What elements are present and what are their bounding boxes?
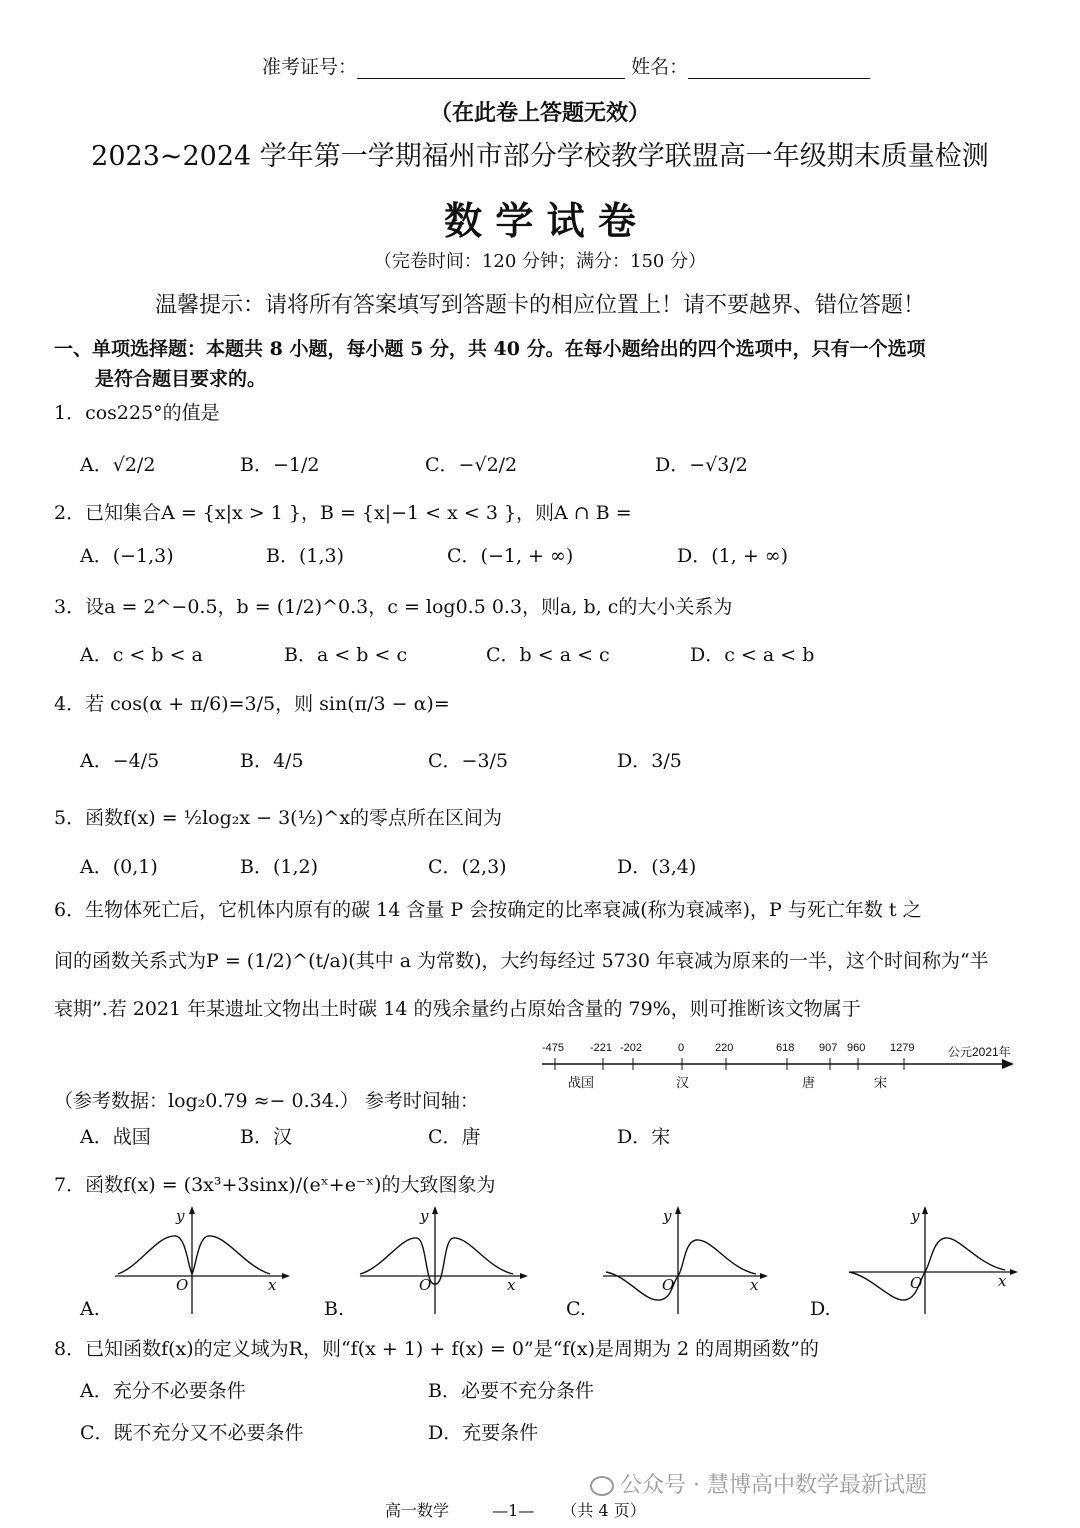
q7-graph-c <box>598 1206 773 1316</box>
q8-stem: 8．已知函数f(x)的定义域为R，则“f(x + 1) + f(x) = 0”是“f(x)是周期为 2 的周期函数”的 <box>54 1338 819 1360</box>
q4-option-d: D．3/5 <box>617 750 682 772</box>
q4-stem: 4．若 cos(α + π/6)=3/5，则 sin(π/3 − α)= <box>54 693 450 715</box>
svg-text:y: y <box>663 1207 672 1225</box>
name-label: 姓名： <box>631 56 689 78</box>
tick-label: 618 <box>776 1042 795 1054</box>
invalid-notice: （在此卷上答题无效） <box>429 100 650 126</box>
q6-option-c: C．唐 <box>428 1126 481 1148</box>
svg-text:x: x <box>507 1276 516 1294</box>
footer-total: （共 4 页） <box>561 1501 646 1520</box>
exam-title: 2023~2024 学年第一学期福州市部分学校教学联盟高一年级期末质量检测 <box>91 141 989 172</box>
svg-text:x: x <box>750 1276 759 1294</box>
tick-label: 1279 <box>890 1042 915 1054</box>
q6-timeline <box>530 1034 1030 1098</box>
q5-option-d: D．(3,4) <box>617 856 697 878</box>
q6-option-b: B．汉 <box>240 1126 292 1148</box>
curve <box>118 1236 270 1274</box>
curve <box>360 1238 513 1284</box>
svg-text:x: x <box>268 1276 277 1294</box>
q7-stem: 7．函数f(x) = (3x³+3sinx)/(eˣ+e⁻ˣ)的大致图象为 <box>54 1174 496 1196</box>
q6-line2: 间的函数关系式为P = (1/2)^(t/a)(其中 a 为常数)，大约每经过 5730 年衰减为原来的一半，这个时间称为“半 <box>54 950 989 972</box>
footer-page: —1— <box>492 1501 535 1520</box>
q1-option-b: B．−1/2 <box>240 454 320 476</box>
q3-option-d: D．c < a < b <box>690 644 815 666</box>
era-label: 唐 <box>802 1075 816 1090</box>
q7-option-a: A. <box>80 1298 100 1320</box>
q2-option-a: A．(−1,3) <box>80 545 174 567</box>
q4-option-a: A．−4/5 <box>80 750 160 772</box>
watermark: 公众号 · 慧博高中数学最新试题 <box>590 1468 927 1499</box>
q2-option-b: B．(1,3) <box>266 545 345 567</box>
q1-option-d: D．−√3/2 <box>655 454 748 476</box>
section-heading-line2: 是符合题目要求的。 <box>95 368 267 390</box>
q7-option-d: D. <box>810 1298 831 1320</box>
exam-id-label: 准考证号： <box>262 56 358 78</box>
q6-line3: 衰期”.若 2021 年某遗址文物出土时碳 14 的残余量约占原始含量的 79%，则可推断该文物属于 <box>54 998 861 1020</box>
q7-option-b: B. <box>324 1298 345 1320</box>
q2-option-d: D．(1, + ∞) <box>677 545 789 567</box>
svg-text:O: O <box>662 1276 675 1294</box>
q1-option-c: C．−√2/2 <box>425 454 518 476</box>
tick-label: -475 <box>542 1042 565 1054</box>
q2-stem: 2．已知集合A = {x|x > 1 }，B = {x|−1 < x < 3 }，则A ∩ B = <box>54 502 632 524</box>
q1-option-a: A．√2/2 <box>80 454 156 476</box>
q6-reference: （参考数据：log₂0.79 ≈− 0.34.） 参考时间轴： <box>54 1090 479 1112</box>
q7-option-c: C. <box>566 1298 586 1320</box>
q8-option-a: A．充分不必要条件 <box>80 1380 246 1402</box>
q6-option-a: A．战国 <box>80 1126 151 1148</box>
q7-graph-b <box>355 1206 530 1316</box>
q8-option-c: C．既不充分又不必要条件 <box>80 1422 304 1444</box>
q3-option-a: A．c < b < a <box>80 644 203 666</box>
q6-line1: 6．生物体死亡后，它机体内原有的碳 14 含量 P 会按确定的比率衰减(称为衰减率)，P 与死亡年数 t 之 <box>54 899 922 921</box>
svg-text:O: O <box>910 1274 923 1292</box>
q2-option-c: C．(−1, + ∞) <box>447 545 574 567</box>
exam-id-field <box>262 52 870 79</box>
footer-subject: 高一数学 <box>385 1501 450 1520</box>
page-footer <box>385 1498 646 1521</box>
q5-option-b: B．(1,2) <box>240 856 319 878</box>
exam-id-blank <box>357 60 625 79</box>
tick-label: -221 <box>590 1042 613 1054</box>
svg-text:y: y <box>911 1207 920 1225</box>
q5-stem: 5．函数f(x) = ½log₂x − 3(½)^x的零点所在区间为 <box>54 807 503 829</box>
era-label: 汉 <box>676 1075 690 1090</box>
svg-text:O: O <box>419 1276 432 1294</box>
tick-label: 220 <box>715 1042 734 1054</box>
tick-label: 0 <box>678 1042 685 1054</box>
tick-label: 907 <box>819 1042 838 1054</box>
era-label: 宋 <box>874 1075 888 1090</box>
curve <box>606 1240 756 1300</box>
era-label: 战国 <box>568 1075 595 1090</box>
timeline-arrow-icon <box>1002 1059 1014 1069</box>
q8-option-b: B．必要不充分条件 <box>428 1380 594 1402</box>
timeline-end-label: 公元2021年 <box>948 1045 1011 1059</box>
q3-option-b: B．a < b < c <box>284 644 408 666</box>
q3-stem: 3．设a = 2^−0.5，b = (1/2)^0.3，c = log0.5 0.3，则a, b, c的大小关系为 <box>54 596 733 618</box>
tick-label: 960 <box>847 1042 866 1054</box>
q3-option-c: C．b < a < c <box>486 644 610 666</box>
tick-label: -202 <box>620 1042 643 1054</box>
q1-stem: 1．cos225°的值是 <box>54 402 220 424</box>
q8-option-d: D．充要条件 <box>428 1422 539 1444</box>
section-heading-line1: 一、单项选择题：本题共 8 小题，每小题 5 分，共 40 分。在每小题给出的四个选项中，只有一个选项 <box>54 338 926 360</box>
q4-option-c: C．−3/5 <box>428 750 509 772</box>
q6-option-d: D．宋 <box>617 1126 671 1148</box>
svg-text:y: y <box>420 1207 429 1225</box>
warm-tip: 温馨提示：请将所有答案填写到答题卡的相应位置上！请不要越界、错位答题！ <box>154 293 925 318</box>
q7-graph-a <box>110 1206 290 1316</box>
svg-text:x: x <box>998 1272 1007 1290</box>
name-blank <box>688 60 870 79</box>
time-info: （完卷时间：120 分钟；满分：150 分） <box>373 251 707 272</box>
svg-text:O: O <box>176 1276 189 1294</box>
subject-title: 数 学 试 卷 <box>444 198 636 243</box>
q5-option-c: C．(2,3) <box>428 856 507 878</box>
wechat-icon <box>590 1476 614 1496</box>
q5-option-a: A．(0,1) <box>80 856 158 878</box>
curve <box>849 1238 1005 1300</box>
svg-text:y: y <box>176 1207 185 1225</box>
q4-option-b: B．4/5 <box>240 750 304 772</box>
q7-graph-d <box>845 1206 1025 1316</box>
